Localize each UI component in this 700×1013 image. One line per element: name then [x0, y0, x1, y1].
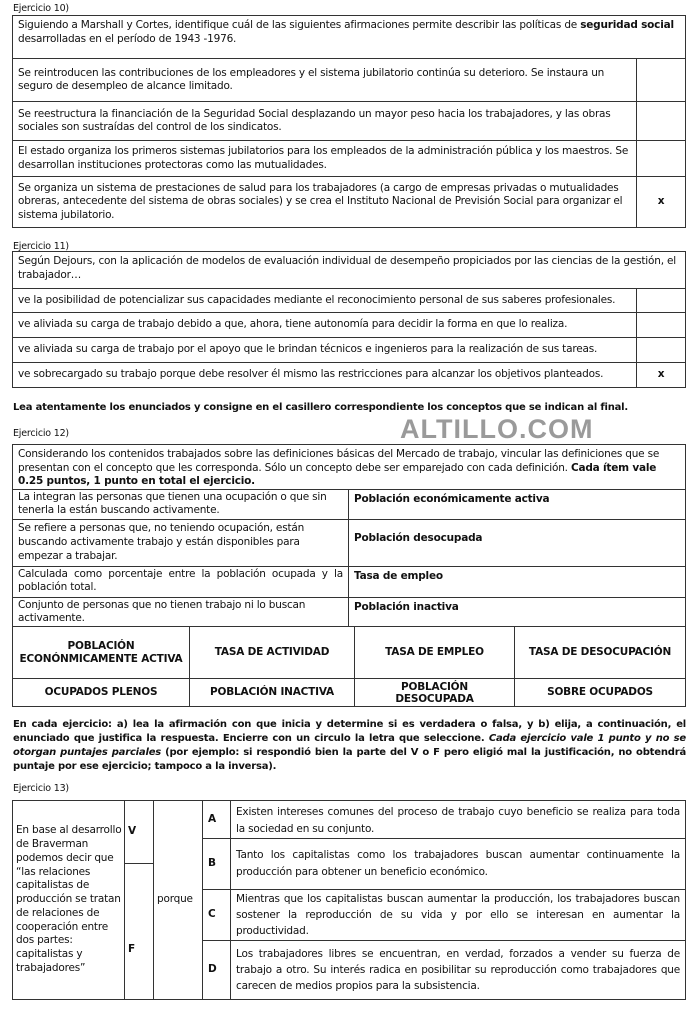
ex11-option-1: ve la posibilidad de potencializar sus capacidades mediante el reconocimiento personal de sus saberes profesionales. — [12, 288, 637, 313]
concept-tasa-actividad: TASA DE ACTIVIDAD — [189, 626, 355, 679]
concept-tasa-empleo: TASA DE EMPLEO — [354, 626, 515, 679]
ex13-porque: porque — [153, 800, 203, 1000]
concept-poblacion-desocupada: POBLACIÓN DESOCUPADA — [354, 678, 515, 707]
ex13-option-v[interactable]: V — [124, 800, 154, 864]
ex13-option-d: Los trabajadores libres se encuentran, en verdad, forzados a vender su fuerza de trabajo a otro. Su interés radica en posibilitar su reproducción como trabajadores que carecen de medios propios para la subsistencia. — [230, 940, 686, 1000]
ex12-definition-1: La integran las personas que tienen una ocupación o que sin tenerla la están buscando activamente. — [12, 489, 349, 520]
ex10-question — [12, 15, 686, 59]
ex11-question: Según Dejours, con la aplicación de modelos de evaluación individual de desempeño propiciados por las ciencias de la gestión, el trabajador… — [12, 251, 686, 289]
ex13-option-b: Tanto los capitalistas como los trabajadores buscan aumentar continuamente la producción para obtener un beneficio económico. — [230, 838, 686, 890]
ex10-question-bold: seguridad social — [580, 19, 674, 31]
concept-poblacion-inactiva: POBLACIÓN INACTIVA — [189, 678, 355, 707]
ex13-statement: En base al desarrollo de Braverman podemos decir que “las relaciones capitalistas de producción se tratan de relaciones de cooperación entre dos partes: capitalistas y trabajadores” — [12, 800, 125, 1000]
ex10-option-3: El estado organiza los primeros sistemas jubilatorios para los empleados de la administración pública y los maestros. Se desarrollan instituciones protectoras como las mutualidades. — [12, 140, 637, 177]
ex11-label: Ejercicio 11) — [13, 241, 69, 252]
ex10-option-4: Se organiza un sistema de prestaciones de salud para los trabajadores (a cargo de empresas privadas o mutualidades obreras, antecedente del sistema de obras sociales) y se crea el Instituto Nacional de Previsión Social para organizar el sistema jubilatorio. — [12, 176, 637, 228]
ex12-intro-text: Considerando los contenidos trabajados sobre las definiciones básicas del Mercado de trabajo, vincular las definiciones que se presentan con el concepto que les corresponda. Sólo un concepto debe ser emparejado con cada definición. — [18, 448, 660, 474]
ex12-definition-4: Conjunto de personas que no tienen trabajo ni lo buscan activamente. — [12, 597, 349, 627]
ex12-definition-2: Se refiere a personas que, no teniendo ocupación, están buscando activamente trabajo y están disponibles para empezar a trabajar. — [12, 519, 349, 567]
ex10-checkbox-3[interactable] — [636, 140, 686, 177]
concept-pea: POBLACIÓN ECONÓNMICAMENTE ACTIVA — [12, 626, 190, 679]
ex13-option-f[interactable]: F — [124, 863, 154, 1000]
ex10-checkbox-1[interactable] — [636, 58, 686, 102]
ex10-question-text-end: desarrolladas en el período de 1943 -1976. — [18, 32, 237, 45]
concept-ocupados-plenos: OCUPADOS PLENOS — [12, 678, 190, 707]
ex10-question-text: Siguiendo a Marshall y Cortes, identifique cuál de las siguientes afirmaciones permite describir las políticas de — [18, 19, 581, 31]
ex11-option-2: ve aliviada su carga de trabajo debido a que, ahora, tiene autonomía para decidir la forma en que lo realiza. — [12, 312, 637, 338]
ex13-letter-b[interactable]: B — [202, 838, 231, 890]
ex12-answer-1[interactable]: Población económicamente activa — [348, 489, 686, 520]
instruction-text: Lea atentamente los enunciados y consigne en el casillero correspondiente los conceptos que se indican al final. — [13, 402, 629, 413]
ex13-letter-d[interactable]: D — [202, 940, 231, 1000]
ex11-checkbox-3[interactable] — [636, 337, 686, 363]
ex12-answer-4[interactable]: Población inactiva — [348, 597, 686, 627]
ex11-checkbox-2[interactable] — [636, 312, 686, 338]
ex10-label: Ejercicio 10) — [13, 3, 69, 14]
ex11-checkbox-1[interactable] — [636, 288, 686, 313]
ex11-checkbox-4[interactable]: x — [636, 362, 686, 388]
general-instructions — [13, 718, 686, 774]
ex10-option-1: Se reintroducen las contribuciones de los empleadores y el sistema jubilatorio continúa su deterioro. Se instaura un seguro de desempleo de alcance limitado. — [12, 58, 637, 102]
ex10-checkbox-2[interactable] — [636, 101, 686, 141]
concept-tasa-desocupacion: TASA DE DESOCUPACIÓN — [514, 626, 686, 679]
general-text: En cada ejercicio: a) lea la afirmación con que inicia y determine si es verdadera o falsa, y b) elija, a continuación, el enunciado que justifica la respuesta. Encierre con un circulo la letra que seleccione. — [13, 719, 686, 744]
ex13-option-c: Mientras que los capitalistas buscan aumentar la producción, los trabajadores buscan sostener la reproducción de su vida y por ello se interesan en aumentar la productividad. — [230, 889, 686, 941]
ex13-letter-c[interactable]: C — [202, 889, 231, 941]
ex13-label: Ejercicio 13) — [13, 783, 69, 794]
ex12-definition-3: Calculada como porcentaje entre la población ocupada y la población total. — [12, 566, 349, 598]
watermark-logo: ALTILLO.COM — [400, 414, 594, 444]
ex13-letter-a[interactable]: A — [202, 800, 231, 839]
ex13-option-a: Existen intereses comunes del proceso de trabajo cuyo beneficio se realiza para toda la sociedad en su conjunto. — [230, 800, 686, 839]
ex12-intro-bold: Cada ítem vale 0.25 puntos, 1 punto en total el ejercicio. — [18, 461, 657, 487]
ex11-option-4: ve sobrecargado su trabajo porque debe resolver él mismo las restricciones para alcanzar los objetivos planteados. — [12, 362, 637, 388]
ex10-option-2: Se reestructura la financiación de la Seguridad Social desplazando un mayor peso hacia los trabajadores, y las obras sociales son sustraídas del control de los sindicatos. — [12, 101, 637, 141]
ex11-option-3: ve aliviada su carga de trabajo por el apoyo que le brindan técnicos e ingenieros para la realización de sus tareas. — [12, 337, 637, 363]
ex12-intro — [12, 444, 686, 490]
ex12-answer-2[interactable]: Población desocupada — [348, 519, 686, 567]
ex10-checkbox-4[interactable]: x — [636, 176, 686, 228]
concept-sobre-ocupados: SOBRE OCUPADOS — [514, 678, 686, 707]
ex12-answer-3[interactable]: Tasa de empleo — [348, 566, 686, 598]
general-text-end: (por ejemplo: si respondió bien la parte del V o F pero eligió mal la justificación, no obtendrá puntaje por ese ejercicio; tampoco a la inversa). — [13, 747, 686, 772]
general-italic: Cada ejercicio vale 1 punto y no se otorgan puntajes parciales — [13, 733, 686, 758]
ex12-label: Ejercicio 12) — [13, 428, 69, 439]
